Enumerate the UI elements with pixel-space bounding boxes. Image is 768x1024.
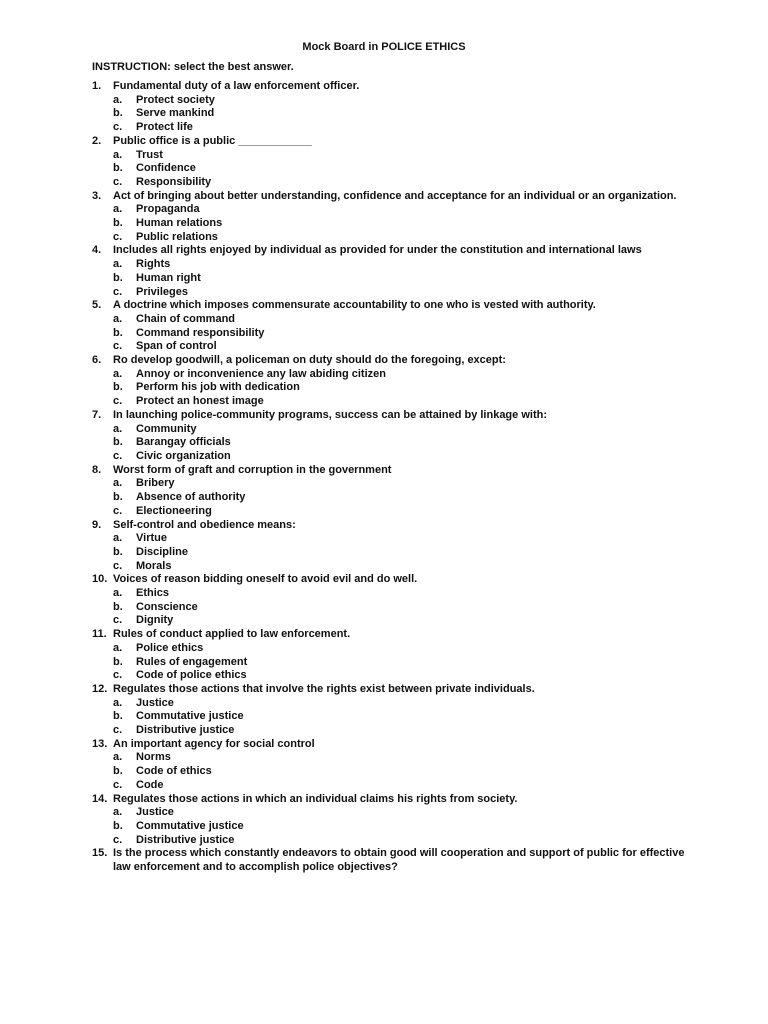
question-item: [92, 80, 692, 135]
answer-option: [113, 313, 692, 327]
answer-option: [113, 820, 692, 834]
option-text: Barangay officials: [136, 436, 231, 449]
option-text: Code: [136, 778, 164, 791]
option-text: Dignity: [136, 614, 174, 627]
option-letter: b.: [113, 436, 123, 449]
question-row: [92, 793, 692, 807]
answer-option: [113, 491, 692, 505]
question-number: 13.: [92, 737, 108, 750]
option-letter: b.: [113, 819, 123, 832]
option-letter: a.: [113, 203, 123, 216]
option-letter: c.: [113, 449, 123, 462]
question-item: [92, 738, 692, 793]
question-item: [92, 519, 692, 574]
answer-option: [113, 423, 692, 437]
answer-option: [113, 614, 692, 628]
answer-option: [113, 751, 692, 765]
option-text: Protect life: [136, 121, 193, 134]
option-letter: c.: [113, 669, 123, 682]
question-text: In launching police-community programs, success can be attained by linkage with:: [113, 408, 547, 421]
option-letter: c.: [113, 395, 123, 408]
option-letter: c.: [113, 778, 123, 791]
option-text: Command responsibility: [136, 326, 265, 339]
question-row: [92, 244, 692, 258]
question-text: Voices of reason bidding oneself to avoid evil and do well.: [113, 573, 418, 586]
option-text: Code of police ethics: [136, 669, 247, 682]
question-text: An important agency for social control: [113, 737, 315, 750]
answer-option: [113, 806, 692, 820]
option-text: Commutative justice: [136, 819, 244, 832]
option-letter: c.: [113, 833, 123, 846]
question-text: Fundamental duty of a law enforcement officer.: [113, 80, 360, 92]
option-letter: a.: [113, 148, 123, 161]
question-number: 2.: [92, 134, 102, 147]
option-letter: c.: [113, 614, 123, 627]
document-title: Mock Board in POLICE ETHICS: [302, 41, 466, 53]
option-text: Human right: [136, 271, 201, 284]
answer-option: [113, 656, 692, 670]
answer-option: [113, 149, 692, 163]
option-letter: a.: [113, 806, 123, 819]
option-letter: b.: [113, 326, 123, 339]
option-letter: c.: [113, 559, 123, 572]
question-number: 10.: [92, 573, 108, 586]
question-row: [92, 135, 692, 149]
option-letter: c.: [113, 175, 123, 188]
question-text: Rules of conduct applied to law enforcement.: [113, 628, 351, 641]
question-text: Includes all rights enjoyed by individual as provided for under the constitution and international laws: [113, 244, 642, 257]
option-letter: c.: [113, 724, 123, 737]
question-item: [92, 847, 692, 874]
answer-option: [113, 395, 692, 409]
question-number: 1.: [92, 80, 102, 92]
answer-option: [113, 94, 692, 108]
answer-option: [113, 450, 692, 464]
option-text: Code of ethics: [136, 765, 212, 778]
option-text: Privileges: [136, 285, 188, 298]
option-text: Perform his job with dedication: [136, 381, 300, 394]
option-text: Virtue: [136, 532, 167, 545]
option-letter: a.: [113, 367, 123, 380]
question-list: [92, 80, 692, 875]
answer-option: [113, 669, 692, 683]
answer-option: [113, 327, 692, 341]
option-text: Trust: [136, 148, 163, 161]
option-letter: c.: [113, 121, 123, 134]
option-letter: b.: [113, 765, 123, 778]
option-text: Human relations: [136, 217, 223, 230]
answer-option: [113, 532, 692, 546]
option-text: Norms: [136, 751, 171, 764]
question-number: 6.: [92, 354, 102, 367]
answer-option: [113, 546, 692, 560]
option-text: Responsibility: [136, 175, 212, 188]
answer-option: [113, 436, 692, 450]
answer-option: [113, 642, 692, 656]
answer-option: [113, 587, 692, 601]
question-row: [92, 683, 692, 697]
question-row: [92, 80, 692, 94]
question-number: 7.: [92, 408, 102, 421]
question-item: [92, 628, 692, 683]
option-text: Span of control: [136, 340, 217, 353]
option-text: Distributive justice: [136, 833, 235, 846]
answer-option: [113, 340, 692, 354]
answer-option: [113, 368, 692, 382]
option-text: Serve mankind: [136, 107, 215, 120]
question-item: [92, 409, 692, 464]
question-text: Regulates those actions in which an individual claims his rights from society.: [113, 792, 518, 805]
answer-option: [113, 505, 692, 519]
option-letter: c.: [113, 285, 123, 298]
answer-option: [113, 779, 692, 793]
option-letter: b.: [113, 107, 123, 120]
option-text: Civic organization: [136, 449, 231, 462]
question-text: Ro develop goodwill, a policeman on duty should do the foregoing, except:: [113, 354, 506, 367]
option-letter: b.: [113, 491, 123, 504]
option-text: Conscience: [136, 600, 198, 613]
answer-option: [113, 765, 692, 779]
question-row: [92, 573, 692, 587]
option-letter: c.: [113, 340, 123, 353]
question-row: [92, 409, 692, 423]
question-item: [92, 190, 692, 245]
question-number: 5.: [92, 299, 102, 312]
question-row: [92, 354, 692, 368]
answer-option: [113, 121, 692, 135]
answer-option: [113, 477, 692, 491]
option-letter: b.: [113, 710, 123, 723]
option-letter: c.: [113, 504, 123, 517]
option-letter: a.: [113, 696, 123, 709]
instruction-label: INSTRUCTION:: [92, 61, 171, 73]
question-item: [92, 683, 692, 738]
option-text: Bribery: [136, 477, 175, 490]
question-row: [92, 628, 692, 642]
question-row: [92, 190, 692, 204]
question-number: 3.: [92, 189, 102, 202]
answer-option: [113, 286, 692, 300]
question-number: 14.: [92, 792, 108, 805]
option-letter: b.: [113, 600, 123, 613]
option-letter: a.: [113, 312, 123, 325]
option-text: Propaganda: [136, 203, 200, 216]
question-number: 15.: [92, 847, 108, 860]
question-row: [92, 519, 692, 533]
question-row: [92, 464, 692, 478]
question-row: [92, 738, 692, 752]
option-letter: a.: [113, 587, 123, 600]
answer-option: [113, 601, 692, 615]
option-text: Commutative justice: [136, 710, 244, 723]
option-text: Justice: [136, 806, 174, 819]
option-text: Annoy or inconvenience any law abiding citizen: [136, 367, 386, 380]
option-letter: a.: [113, 751, 123, 764]
question-number: 11.: [92, 628, 107, 641]
option-text: Morals: [136, 559, 172, 572]
question-text: Self-control and obedience means:: [113, 518, 296, 531]
option-text: Police ethics: [136, 641, 204, 654]
option-text: Electioneering: [136, 504, 212, 517]
answer-option: [113, 272, 692, 286]
question-number: 8.: [92, 463, 102, 476]
question-row: [92, 299, 692, 313]
option-text: Chain of command: [136, 312, 236, 325]
option-text: Protect an honest image: [136, 395, 264, 408]
question-text: Public office is a public ____________: [113, 134, 312, 147]
option-letter: a.: [113, 258, 123, 271]
answer-option: [113, 176, 692, 190]
question-item: [92, 135, 692, 190]
option-text: Confidence: [136, 162, 196, 175]
question-text: Regulates those actions that involve the rights exist between private individuals.: [113, 682, 535, 695]
question-item: [92, 464, 692, 519]
question-number: 12.: [92, 682, 108, 695]
option-letter: b.: [113, 271, 123, 284]
answer-option: [113, 834, 692, 848]
option-text: Discipline: [136, 545, 188, 558]
answer-option: [113, 217, 692, 231]
option-letter: b.: [113, 217, 123, 230]
answer-option: [113, 697, 692, 711]
instruction-text: select the best answer.: [170, 61, 294, 73]
option-text: Rules of engagement: [136, 655, 248, 668]
answer-option: [113, 381, 692, 395]
option-letter: b.: [113, 655, 123, 668]
option-text: Justice: [136, 696, 174, 709]
question-item: [92, 354, 692, 409]
question-text: Is the process which constantly endeavors to obtain good will cooperation and support of public for effective law enforcement and to accomplish police objectives?: [113, 847, 685, 874]
question-text: Worst form of graft and corruption in the government: [113, 463, 392, 476]
question-text: Act of bringing about better understanding, confidence and acceptance for an individual or an organization.: [113, 189, 677, 202]
option-text: Community: [136, 422, 197, 435]
option-text: Absence of authority: [136, 491, 246, 504]
answer-option: [113, 724, 692, 738]
question-number: 4.: [92, 244, 102, 257]
option-letter: a.: [113, 93, 123, 106]
answer-option: [113, 710, 692, 724]
option-letter: a.: [113, 422, 123, 435]
question-item: [92, 244, 692, 299]
answer-option: [113, 203, 692, 217]
question-row: [92, 847, 692, 874]
option-text: Protect society: [136, 93, 215, 106]
question-item: [92, 573, 692, 628]
option-letter: c.: [113, 230, 123, 243]
option-letter: b.: [113, 381, 123, 394]
answer-option: [113, 258, 692, 272]
question-text: A doctrine which imposes commensurate accountability to one who is vested with authority.: [113, 299, 596, 312]
option-text: Public relations: [136, 230, 218, 243]
option-letter: a.: [113, 532, 123, 545]
option-text: Distributive justice: [136, 724, 235, 737]
question-item: [92, 299, 692, 354]
option-text: Rights: [136, 258, 171, 271]
option-text: Ethics: [136, 587, 170, 600]
answer-option: [113, 560, 692, 574]
option-letter: a.: [113, 641, 123, 654]
answer-option: [113, 107, 692, 121]
question-number: 9.: [92, 518, 102, 531]
answer-option: [113, 231, 692, 245]
question-item: [92, 793, 692, 848]
option-letter: b.: [113, 162, 123, 175]
option-letter: a.: [113, 477, 123, 490]
answer-option: [113, 162, 692, 176]
option-letter: b.: [113, 545, 123, 558]
instruction-line: [92, 60, 294, 74]
